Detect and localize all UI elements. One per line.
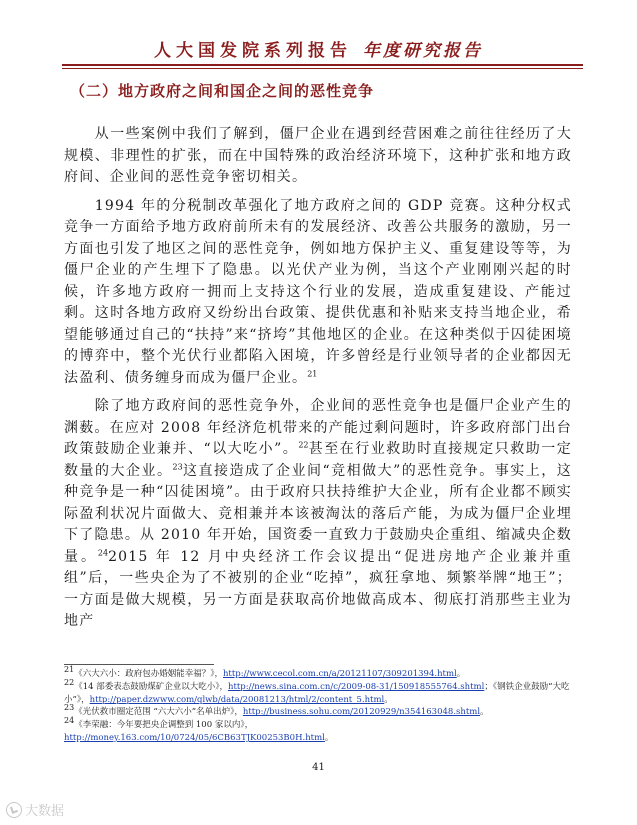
report-header [0,36,637,61]
footnote-item: $^{23}$《光伏救市圈定范围 “六大六小”名单出炉》，http://business.sohu.com/20120929/n354163048.shtml。 [64,703,489,718]
footnote-link[interactable]: http://www.cecol.com.cn/a/20121107/309201394.html [222,669,457,679]
report-series-title: 人大国发院系列报告 [154,41,353,61]
report-series-subtitle: 年度研究报告 [362,41,483,61]
paragraph-3: 除了地方政府间的恶性竞争外，企业间的恶性竞争也是僵尸企业产生的渊薮。在应对 2008 年经济危机带来的产能过剩问题时，许多政府部门出台政策鼓励企业兼并、“以大吃小”。$^{22}$甚至在行业救助时直接规定只救助一定数量的大企业。$^{23}$这直接造成了企业间“竞相做大”的恶性竞争。事实上，这种竞争是一种“囚徒困境”。由于政府只扶持维护大企业，所有企业都不顾实际盈利状况片面做大、竞相兼并本该被淘汰的落后产能，为成为僵尸企业埋下了隐患。从 2010 年开始，国资委一直致力于鼓励央企重组、缩减央企数量。$^{24}$2015 年 12 月中央经济工作会议提出“促进房地产企业兼并重组”后，一些央企为了不被别的企业“吃掉”，疯狂拿地、频繁举牌“地王”；一方面是做大规模，另一方面是获取高价地做高成本、彻底打消那些主业为地产 [64,398,572,629]
footnote-separator [64,664,214,665]
footnote-ref[interactable]: 21 [307,368,318,378]
footnote-link[interactable]: http://business.sohu.com/20120929/n354163048.shtml [242,707,481,718]
watermark [6,800,64,819]
paragraph-2: 1994 年的分税制改革强化了地方政府之间的 GDP 竞赛。这种分权式竞争一方面给予地方政府前所未有的发展经济、改善公共服务的激励，另一方面也引发了地区之间的恶性竞争，例如地方保护主义、重复建设等等，为僵尸企业的产生埋下了隐患。以光伏产业为例，当这个产业刚刚兴起的时候，许多地方政府一拥而上支持这个行业的发展，造成重复建设、产能过剩。这时各地方政府又纷纷出台政策、提供优惠和补贴来支持当地企业，希望能够通过自己的“扶持”来“挤垮”其他地区的企业。在这种类似于囚徒困境的博弈中，整个光伏行业都陷入困境，许多曾经是行业领导者的企业都因无法盈利、债务缠身而成为僵尸企业。$^{21}$ [64,197,572,386]
section-heading: （二）地方政府之间和国企之间的恶性竞争 [70,82,375,100]
footnote-ref[interactable]: 24 [97,547,109,557]
brand-logo-icon [6,802,22,818]
watermark-text: 大数据 [25,804,65,819]
footnote-item: $^{22}$《14 部委表态鼓励煤矿企业以大吃小》，http://news.sina.com.cn/c/2009-08-31/150918555764.shtml；《钢铁企业鼓励“大吃小”》，http://paper.dzwww.com/qlwb/data/20081213/html/2/content_5.html。 [64,677,570,705]
footnote-link[interactable]: http://money.163.com/10/0724/05/6CB63TJK00253B0H.html [64,732,325,743]
footnote-ref[interactable]: 22 [298,440,309,450]
header-rule-thin [62,68,583,69]
body-text [64,124,572,640]
footnote-link[interactable]: http://news.sina.com.cn/c/2009-08-31/150918555764.shtml [227,681,485,692]
page-number: 41 [312,762,325,773]
footnote-item: $^{24}$《李荣融：今年要把央企调整到 100 家以内》， http://money.163.com/10/0724/05/6CB63TJK00253B0H.html。 [64,716,334,743]
footnote-link[interactable]: http://paper.dzwww.com/qlwb/data/20081213/html/2/content_5.html [89,694,385,705]
paragraph-1: 从一些案例中我们了解到，僵尸企业在遇到经营困难之前往往经历了大规模、非理性的扩张，而在中国特殊的政治经济环境下，这种扩张和地方政府间、企业间的恶性竞争密切相关。 [64,126,572,185]
footnotes [64,665,574,745]
footnote-item: $^{21}$《六大六小：政府包办婚姻能幸福？》，http://www.cecol.com.cn/a/20121107/309201394.html。 [64,665,466,679]
header-rule-thick [62,64,583,66]
footnote-ref[interactable]: 23 [172,461,183,471]
